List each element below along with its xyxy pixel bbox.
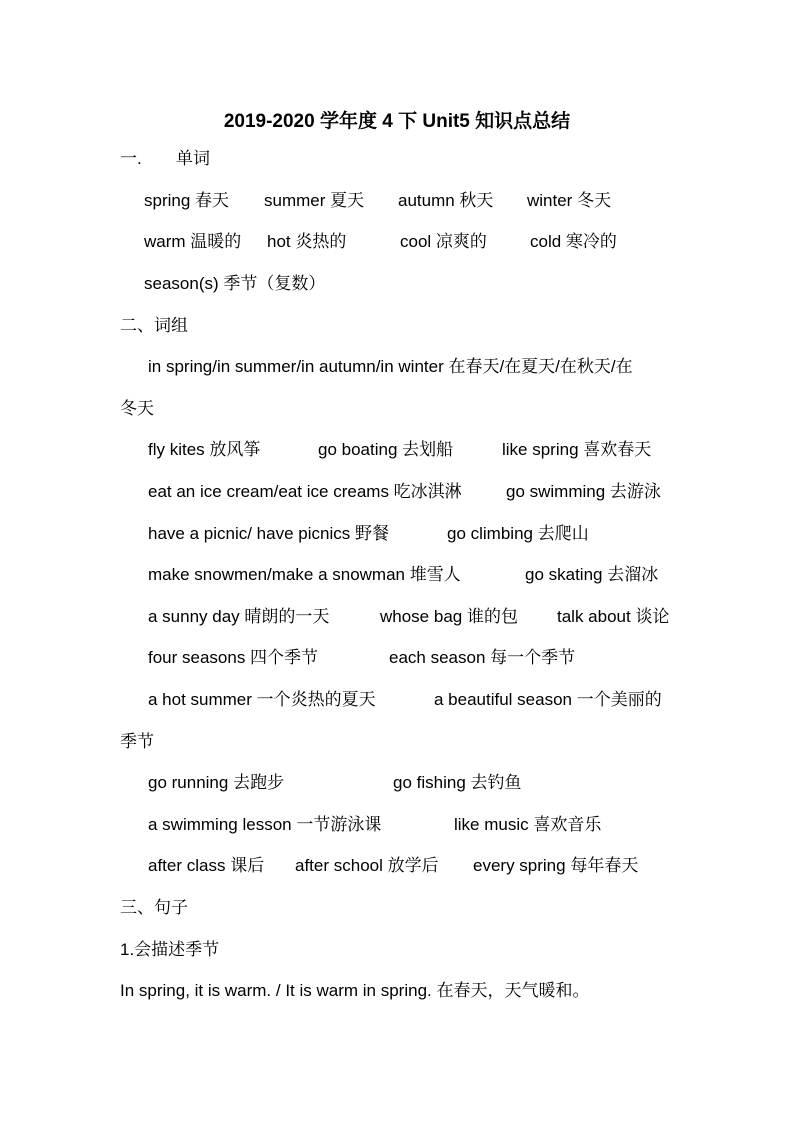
phrase-item: go skating 去溜冰 [525, 565, 659, 584]
phrase-item: after school 放学后 [295, 856, 439, 875]
section-heading-sentences: 三、句子 [120, 898, 188, 917]
phrase-item: go fishing 去钓鱼 [393, 773, 522, 792]
phrase-item: a sunny day 晴朗的一天 [148, 607, 330, 626]
phrase-item: fly kites 放风筝 [148, 440, 261, 459]
sentence-line: In spring, it is warm. / It is warm in spring. 在春天，天气暖和。 [120, 981, 590, 1000]
word-item: spring 春天 [144, 191, 230, 210]
phrase-item: each season 每一个季节 [389, 648, 576, 667]
phrase-item: a swimming lesson 一节游泳课 [148, 815, 382, 834]
phrase-item: talk about 谈论 [557, 607, 670, 626]
phrase-item: go climbing 去爬山 [447, 524, 589, 543]
phrase-item: go running 去跑步 [148, 773, 285, 792]
phrase-item: whose bag 谁的包 [380, 607, 518, 626]
subsection-heading: 1.会描述季节 [120, 940, 220, 959]
phrase-item: have a picnic/ have picnics 野餐 [148, 524, 389, 543]
word-item: winter 冬天 [527, 191, 612, 210]
section-number: 一. [120, 149, 142, 168]
word-item: warm 温暖的 [144, 232, 242, 251]
phrase-line-continued: 季节 [120, 732, 154, 751]
phrase-item: like spring 喜欢春天 [502, 440, 652, 459]
phrase-item: every spring 每年春天 [473, 856, 639, 875]
section-title: 单词 [176, 149, 210, 168]
phrase-item: a beautiful season 一个美丽的 [434, 690, 662, 709]
phrase-item: eat an ice cream/eat ice creams 吃冰淇淋 [148, 482, 462, 501]
section-heading-phrases: 二、词组 [120, 316, 188, 335]
phrase-item: a hot summer 一个炎热的夏天 [148, 690, 376, 709]
word-item: hot 炎热的 [267, 232, 347, 251]
word-item: season(s) 季节（复数） [144, 274, 326, 293]
word-item: autumn 秋天 [398, 191, 494, 210]
phrase-item: make snowmen/make a snowman 堆雪人 [148, 565, 461, 584]
phrase-item: go swimming 去游泳 [506, 482, 661, 501]
phrase-item: go boating 去划船 [318, 440, 454, 459]
page-title: 2019-2020 学年度 4 下 Unit5 知识点总结 [223, 111, 571, 132]
phrase-item: four seasons 四个季节 [148, 648, 319, 667]
word-item: cool 凉爽的 [400, 232, 487, 251]
phrase-item: after class 课后 [148, 856, 265, 875]
word-item: summer 夏天 [264, 191, 365, 210]
phrase-line-continued: 冬天 [120, 399, 154, 418]
word-item: cold 寒冷的 [530, 232, 617, 251]
phrase-item: like music 喜欢音乐 [454, 815, 602, 834]
phrase-line: in spring/in summer/in autumn/in winter 在春天/在夏天/在秋天/在 [148, 357, 633, 376]
